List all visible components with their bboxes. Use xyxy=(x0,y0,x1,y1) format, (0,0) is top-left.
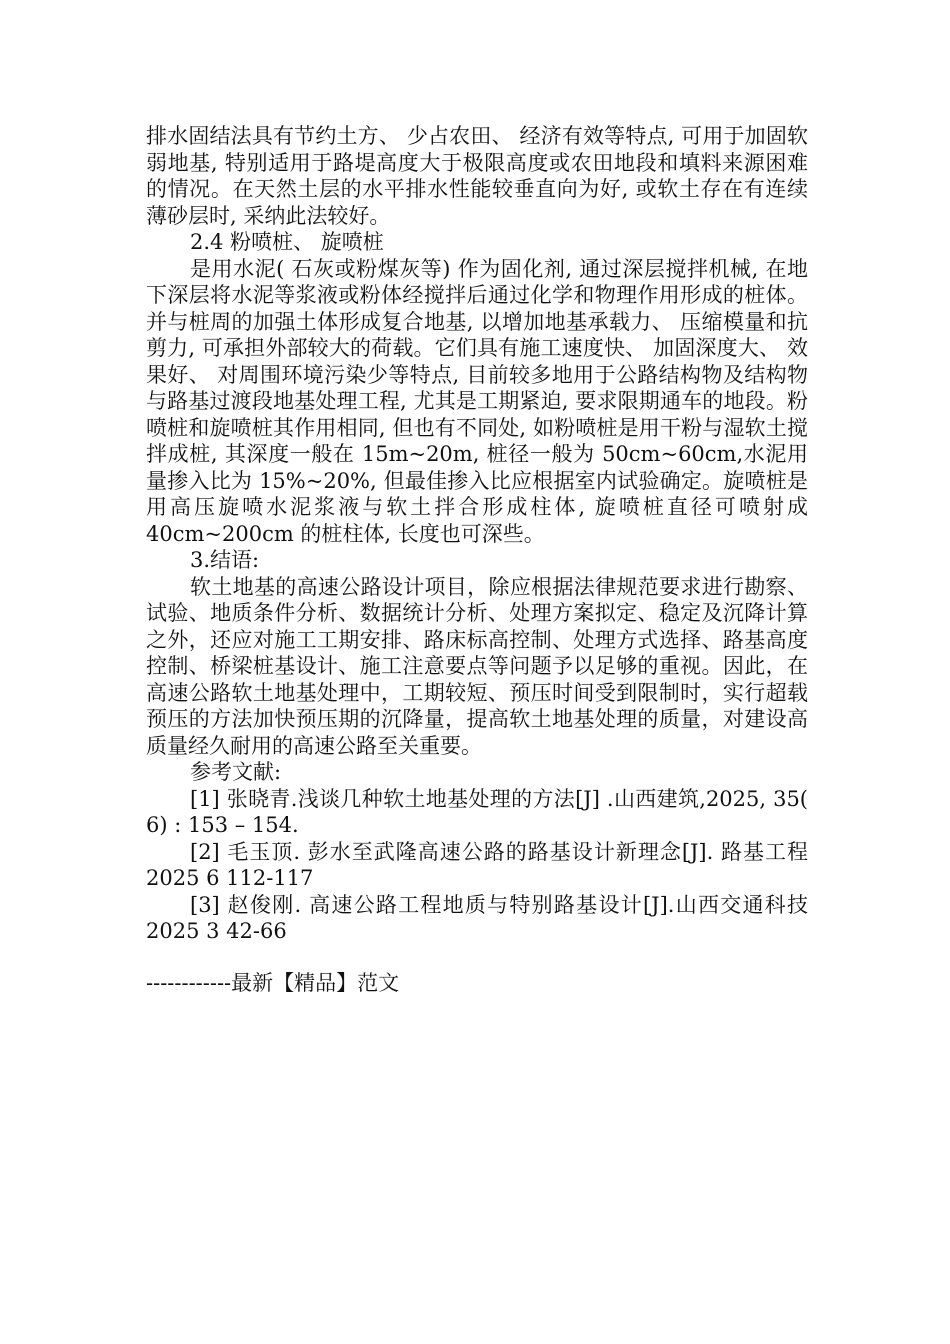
references-heading: 参考文献: xyxy=(190,760,282,784)
page-footer: ------------最新【精品】范文 xyxy=(146,971,400,995)
reference-item-1: [1] 张晓青.浅谈几种软土地基处理的方法[J] .山西建筑,2025, 35( 6) : 153 – 154. xyxy=(146,786,808,837)
document-body xyxy=(146,123,808,945)
paragraph-jet-grouting-piles: 是用水泥( 石灰或粉煤灰等) 作为固化剂, 通过深层搅拌机械, 在地下深层将水泥等浆液或粉体经搅拌后通过化学和物理作用形成的桩体。并与桩周的加强土体形成复合地基, 以增加地基承载力、 压缩模量和抗剪力, 可承担外部较大的荷载。它们具有施工速度快、 加固深度大、 效果好、 对周围环境污染少等特点, 目前较多地用于公路结构物及结构物与路基过渡段地基处理工程, 尤其是工期紧迫, 要求限期通车的地段。粉喷桩和旋喷桩其作用相同, 但也有不同处, 如粉喷桩是用干粉与湿软土搅拌成桩, 其深度一般在 15m~20m, 桩径一般为 50cm~60cm,水泥用量掺入比为 15%~20%, 但最佳掺入比应根据室内试验确定。旋喷桩是用高压旋喷水泥浆液与软土拌合形成柱体, 旋喷桩直径可喷射成 40cm~200cm 的桩柱体, 长度也可深些。 xyxy=(146,256,808,546)
paragraph-conclusion: 软土地基的高速公路设计项目，除应根据法律规范要求进行勘察、试验、地质条件分析、数据统计分析、处理方案拟定、稳定及沉降计算之外，还应对施工工期安排、路床标高控制、处理方式选择、路基高度控制、桥梁桩基设计、施工注意要点等问题予以足够的重视。因此，在高速公路软土地基处理中，工期较短、预压时间受到限制时，实行超载预压的方法加快预压期的沉降量，提高软土地基处理的质量，对建设高质量经久耐用的高速公路至关重要。 xyxy=(146,574,808,758)
paragraph-drainage-consolidation: 排水固结法具有节约土方、 少占农田、 经济有效等特点, 可用于加固软弱地基, 特别适用于路堤高度大于极限高度或农田地段和填料来源困难的情况。在天然土层的水平排水性能较垂直向为好, 或软土存在有连续薄砂层时, 采纳此法较好。 xyxy=(146,124,808,228)
reference-item-3: [3] 赵俊刚. 高速公路工程地质与特别路基设计[J].山西交通科技 2025 3 42-66 xyxy=(146,892,808,943)
section-heading-2-4: 2.4 粉喷桩、 旋喷桩 xyxy=(190,230,384,254)
reference-item-2: [2] 毛玉顶. 彭水至武隆高速公路的路基设计新理念[J]. 路基工程 2025 6 112-117 xyxy=(146,839,808,890)
section-heading-conclusion: 3.结语: xyxy=(190,548,260,572)
